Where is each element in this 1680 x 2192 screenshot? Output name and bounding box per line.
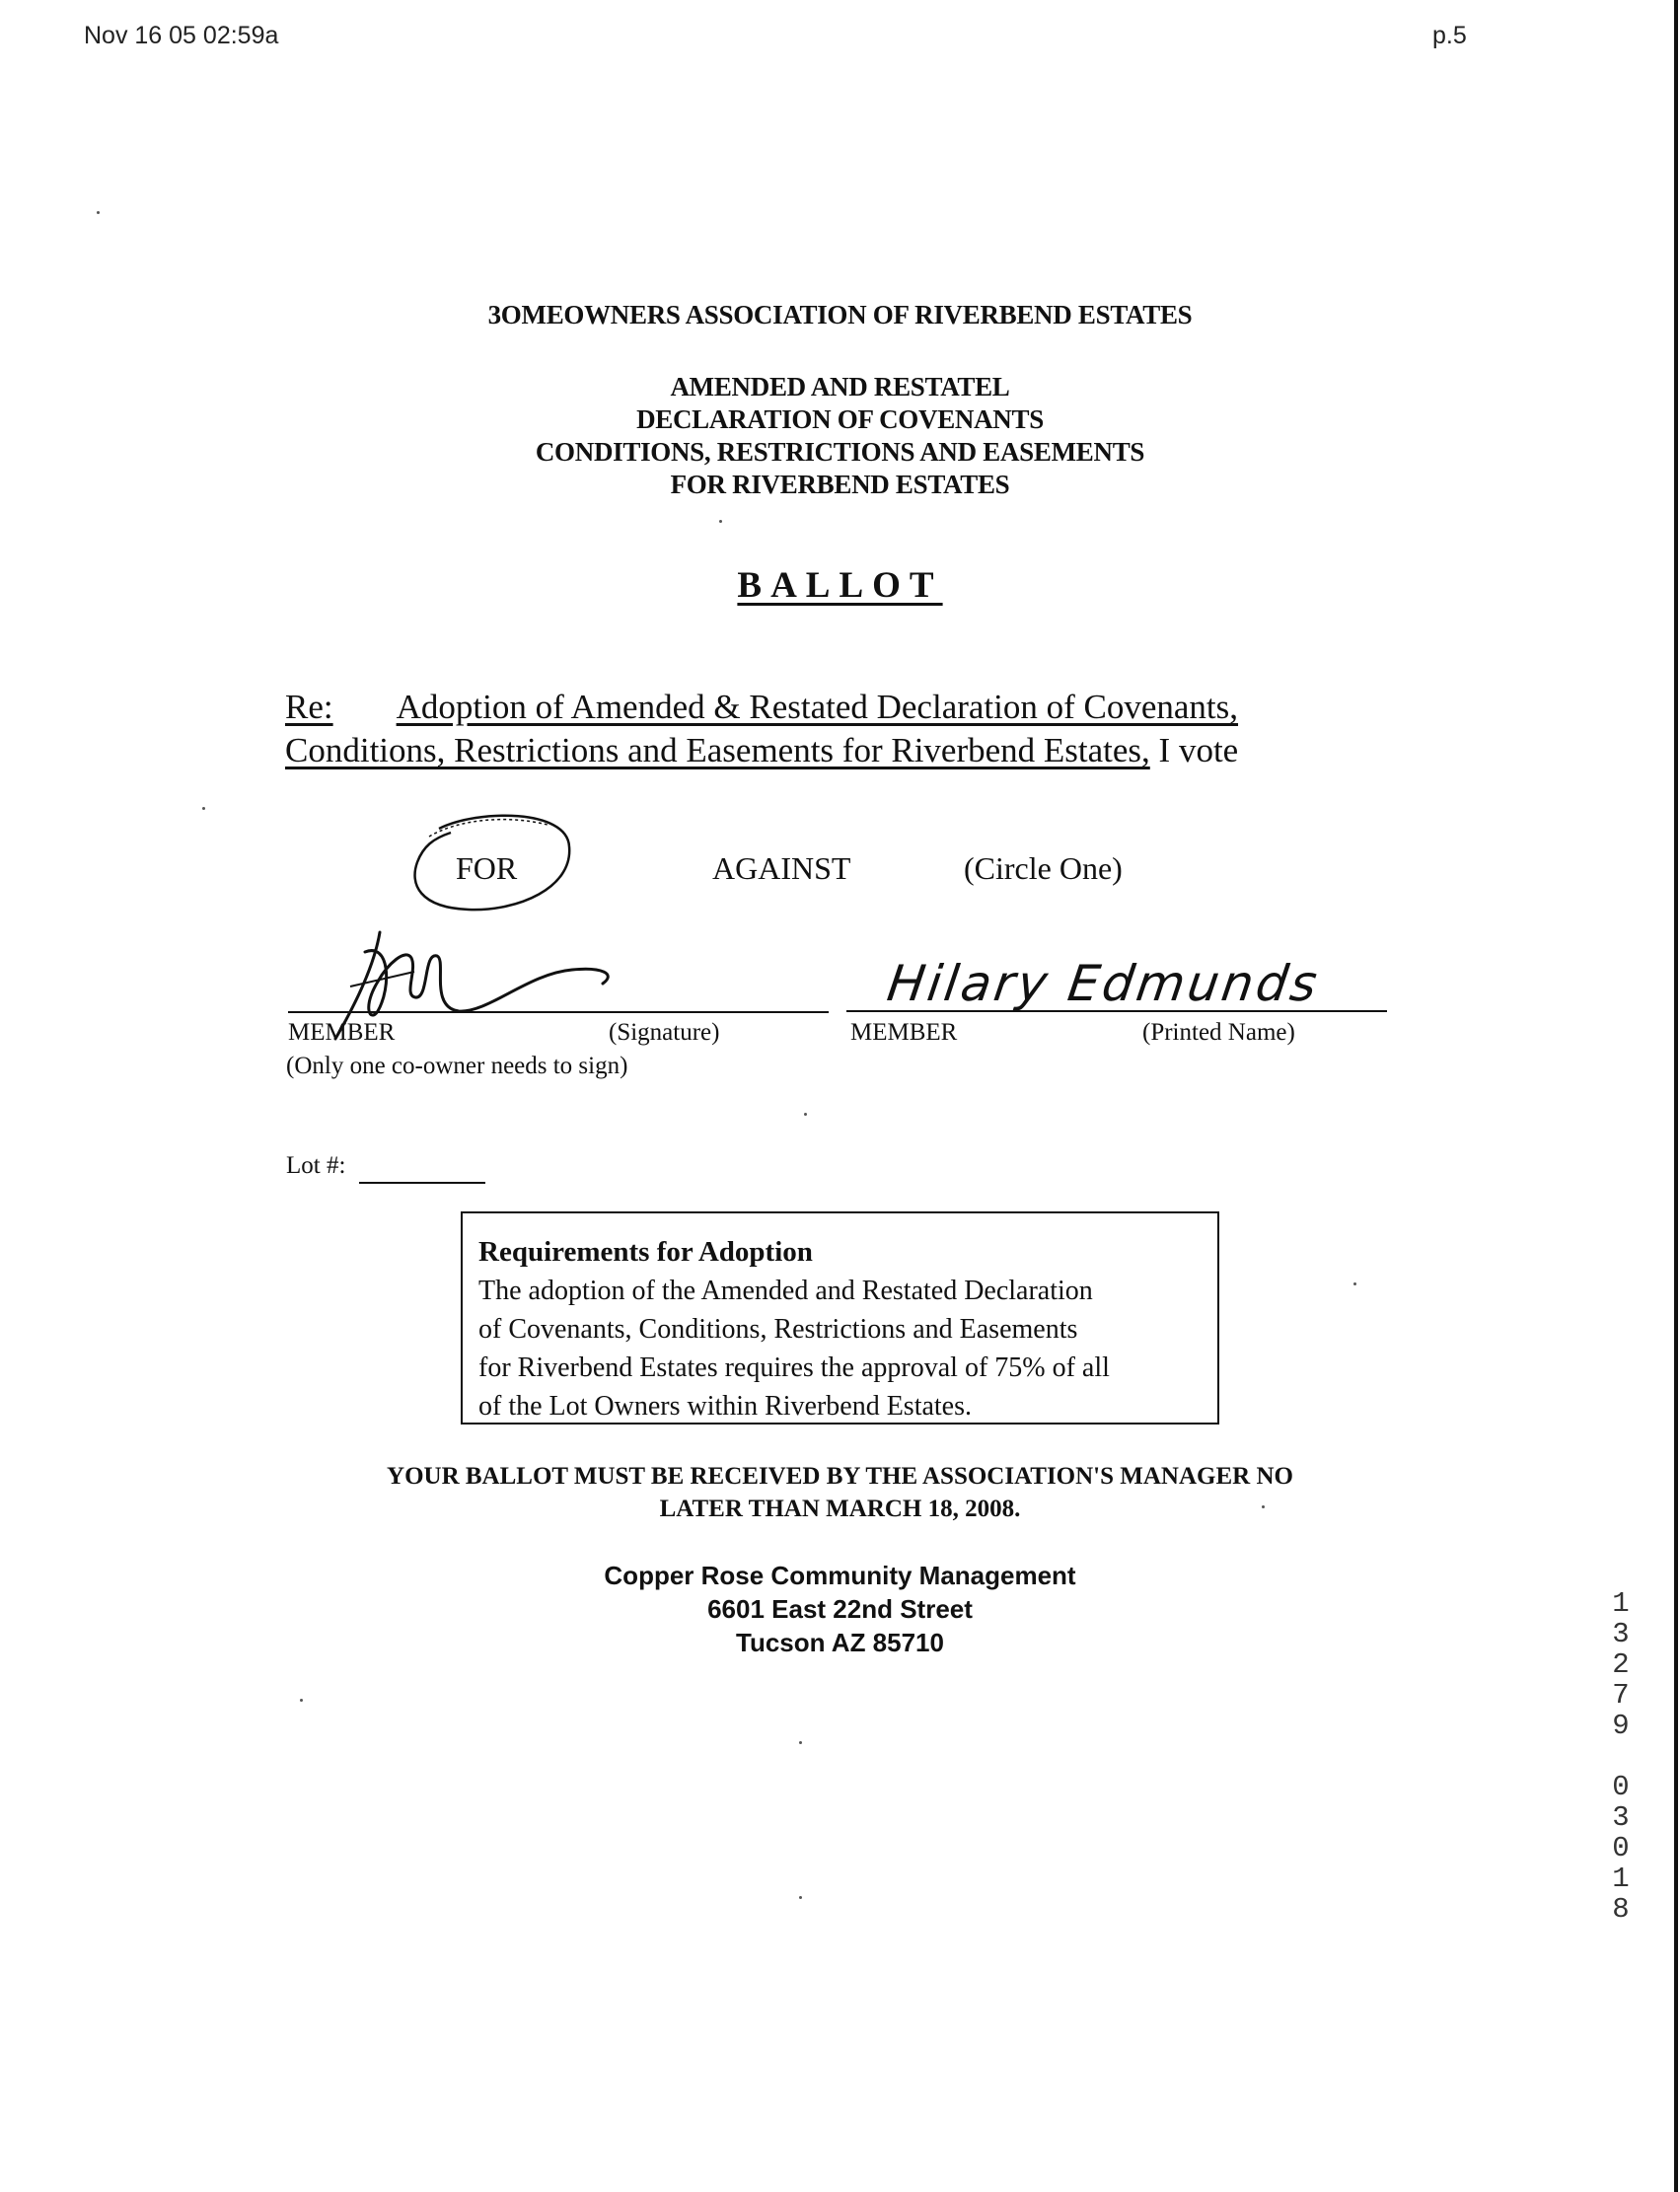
printed-member-label: MEMBER	[850, 1019, 958, 1046]
deadline-line-2: LATER THAN MARCH 18, 2008.	[659, 1496, 1021, 1522]
requirements-box	[461, 1211, 1219, 1425]
requirements-line-1: The adoption of the Amended and Restated Declaration	[478, 1276, 1093, 1306]
association-name: 3OMEOWNERS ASSOCIATION OF RIVERBEND ESTATES	[487, 300, 1193, 329]
scan-right-edge	[1674, 0, 1678, 2192]
vote-instruction: (Circle One)	[964, 850, 1123, 886]
member-label: MEMBER	[288, 1019, 396, 1046]
fax-timestamp: Nov 16 05 02:59a	[84, 22, 279, 49]
fax-page-number: p.5	[1432, 22, 1467, 49]
scan-speck	[804, 1113, 807, 1116]
re-suffix: I vote	[1158, 731, 1239, 769]
requirements-line-4: of the Lot Owners within Riverbend Estates.	[478, 1391, 973, 1422]
management-address	[0, 1559, 1680, 1659]
scan-speck	[1262, 1505, 1265, 1508]
scan-speck	[799, 1741, 802, 1744]
deadline-notice	[0, 1460, 1680, 1525]
title-line-1: AMENDED AND RESTATEL	[670, 372, 1010, 402]
signature-line	[288, 1011, 829, 1013]
scan-speck	[799, 1896, 802, 1899]
scan-speck	[719, 520, 722, 523]
address-company: Copper Rose Community Management	[604, 1561, 1076, 1590]
title-line-3: CONDITIONS, RESTRICTIONS AND EASEMENTS	[535, 437, 1145, 467]
scan-speck	[1353, 1282, 1356, 1285]
document-number-stamp: 1 3 2 7 9 0 3 0 1 8	[1612, 1587, 1630, 1926]
re-prefix: Re:	[285, 688, 333, 726]
re-line-1-text: Adoption of Amended & Restated Declaration of Covenants,	[396, 688, 1239, 726]
scan-speck	[97, 211, 100, 214]
title-line-4: FOR RIVERBEND ESTATES	[670, 470, 1010, 499]
printed-name-line	[846, 1010, 1387, 1012]
ballot-heading: BALLOT	[737, 565, 943, 606]
scan-speck	[202, 807, 205, 810]
co-owner-note: (Only one co-owner needs to sign)	[286, 1053, 628, 1079]
requirements-line-2: of Covenants, Conditions, Restrictions and Easements	[478, 1314, 1078, 1345]
vote-circle-mark	[400, 807, 587, 920]
title-line-2: DECLARATION OF COVENANTS	[636, 404, 1044, 434]
address-city: Tucson AZ 85710	[736, 1628, 944, 1657]
address-street: 6601 East 22nd Street	[707, 1594, 973, 1624]
lot-number-field[interactable]	[359, 1154, 485, 1184]
re-line-1	[285, 686, 1400, 729]
vote-option-against[interactable]: AGAINST	[712, 850, 851, 886]
requirements-line-3: for Riverbend Estates requires the approval of 75% of all	[478, 1352, 1110, 1383]
signature-label: (Signature)	[609, 1019, 720, 1046]
requirements-title: Requirements for Adoption	[478, 1236, 813, 1268]
scan-speck	[300, 1699, 303, 1702]
lot-label: Lot #:	[286, 1152, 346, 1179]
printed-name-handwriting: Hilary Edmunds	[883, 955, 1324, 1012]
deadline-line-1: YOUR BALLOT MUST BE RECEIVED BY THE ASSOCIATION'S MANAGER NO	[387, 1463, 1293, 1490]
re-line-2	[285, 729, 1400, 772]
vote-option-for[interactable]: FOR	[456, 850, 518, 886]
printed-name-label: (Printed Name)	[1142, 1019, 1295, 1046]
re-line-2-text: Conditions, Restrictions and Easements for Riverbend Estates,	[285, 731, 1150, 769]
